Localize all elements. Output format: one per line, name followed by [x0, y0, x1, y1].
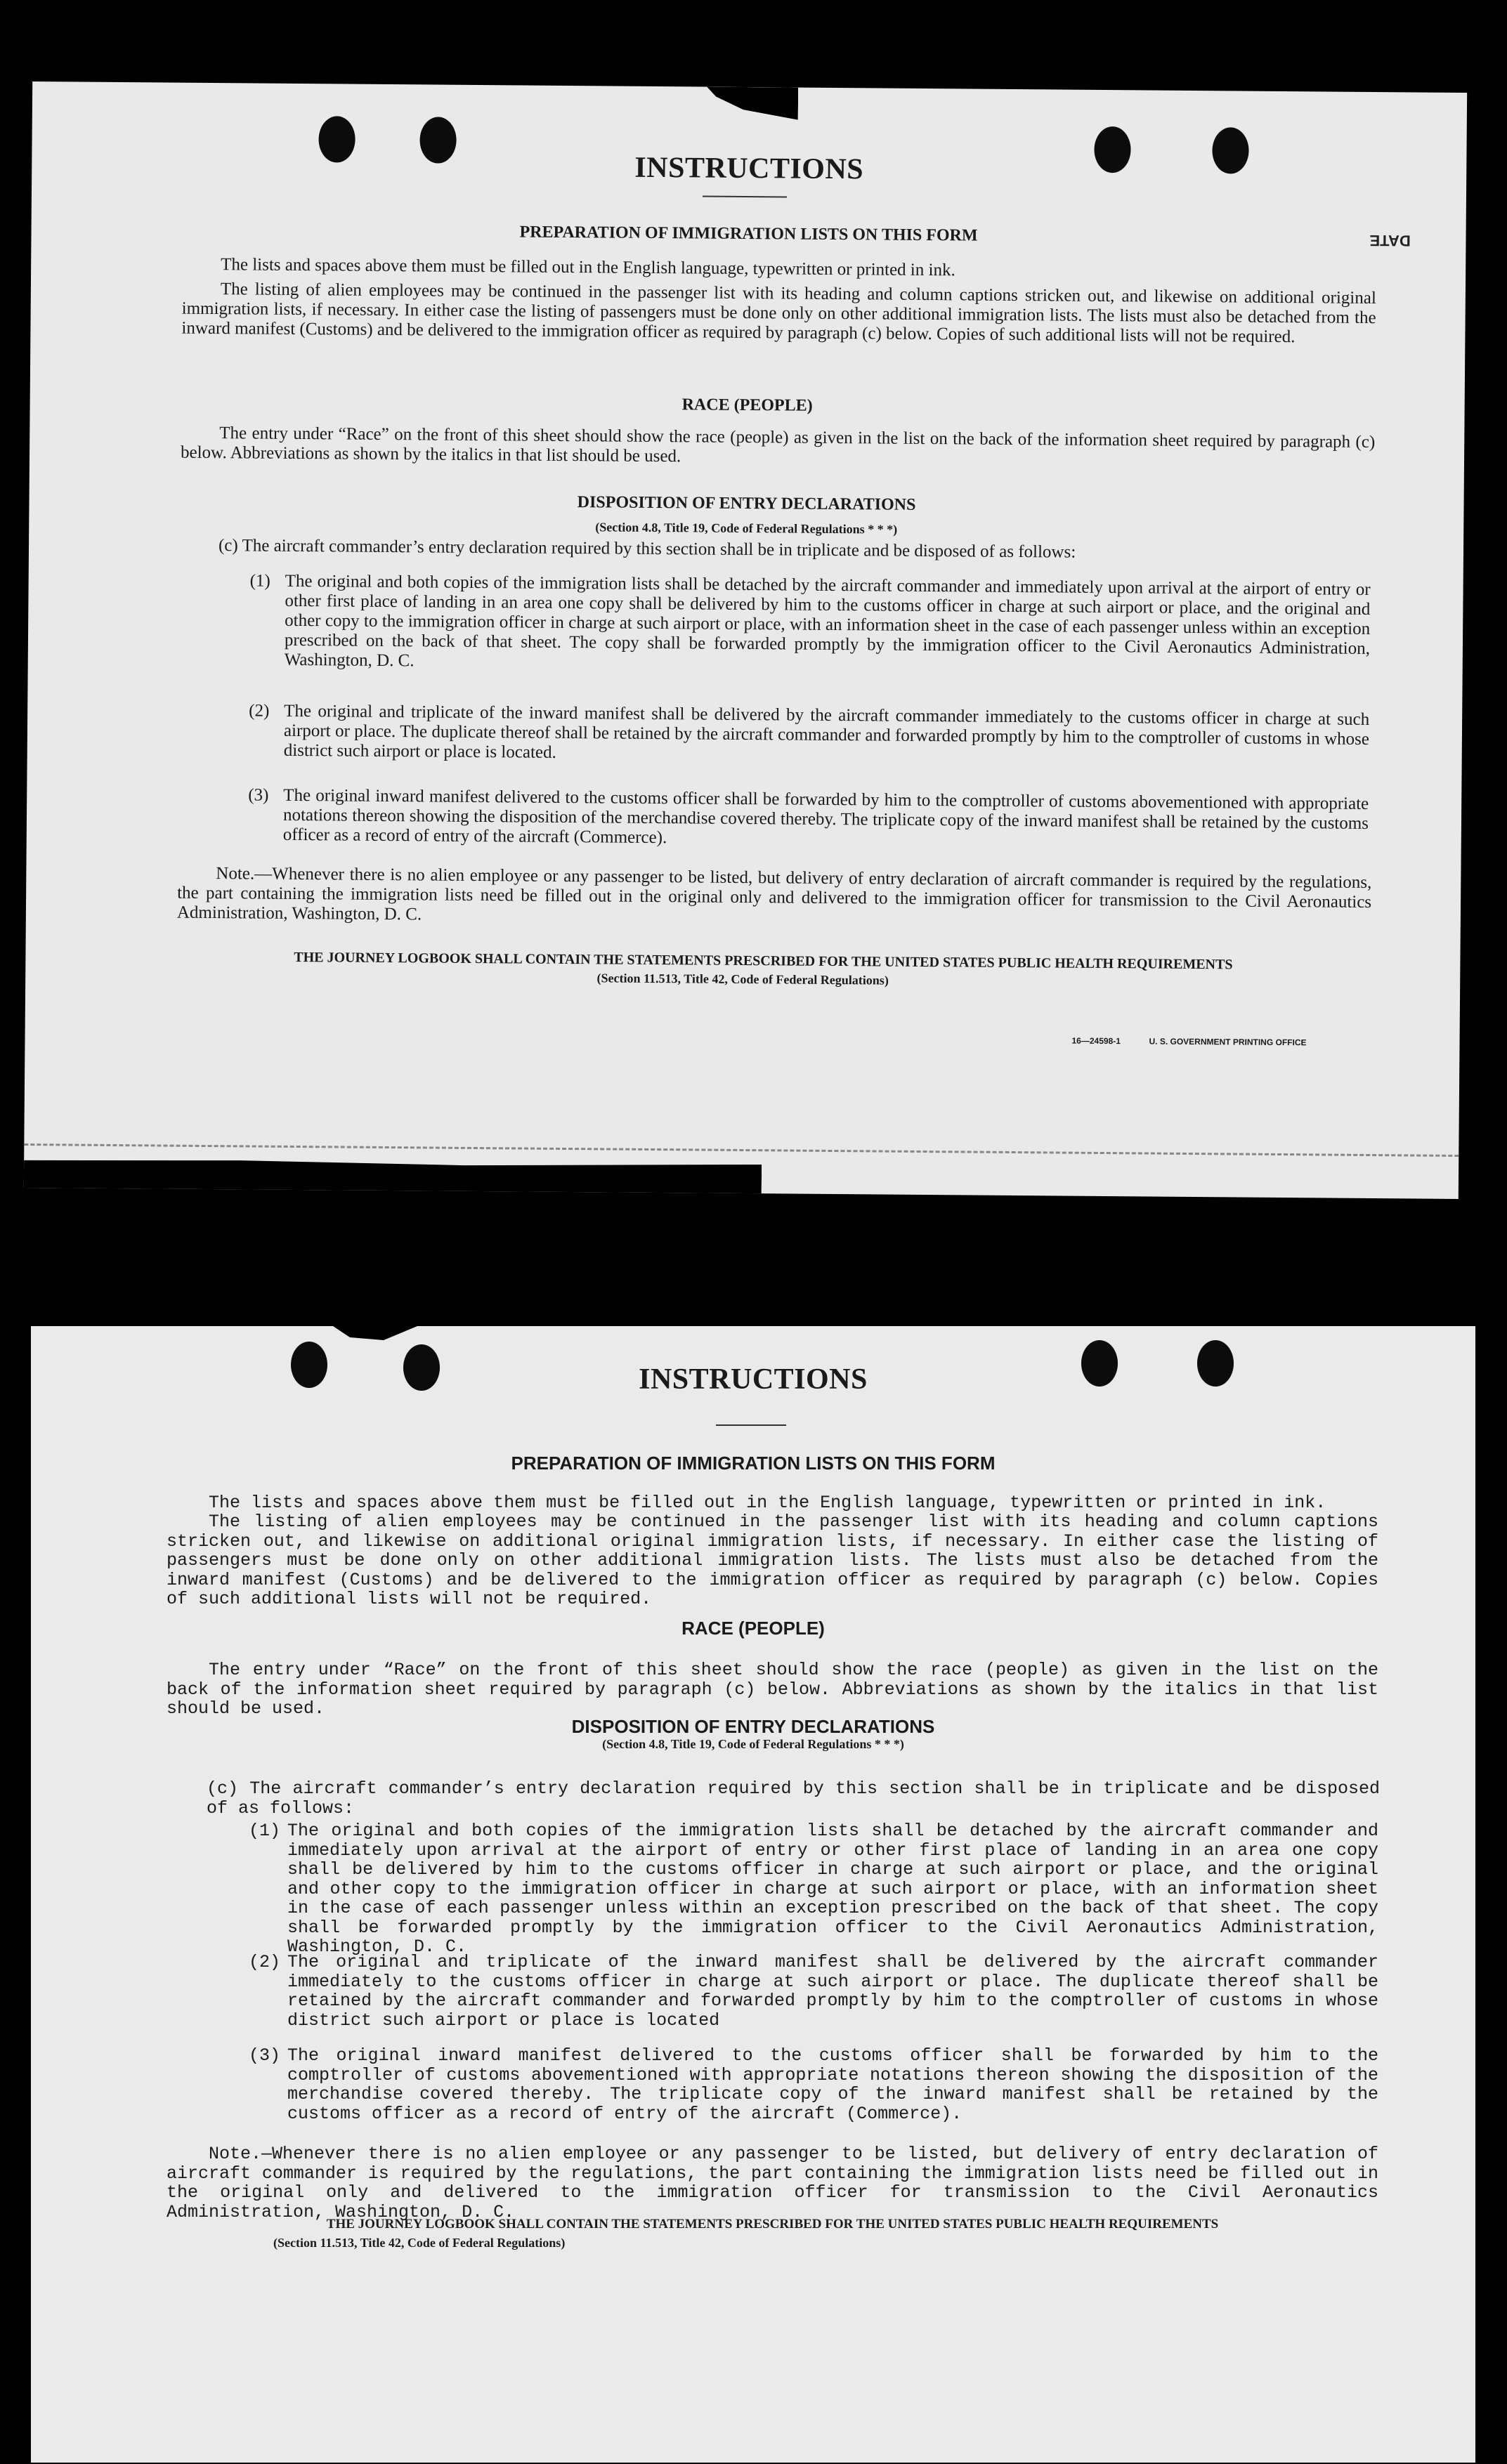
item-3-text: The original inward manifest delivered to the customs officer shall be forwarded by him to the comptroller of customs abovementioned with appropriate notations thereon showing the disposition of the merchandise covered thereby. The triplicate copy of the inward manifest shall be retained by the customs officer as a record of entry of the aircraft (Commerce).: [282, 785, 1369, 848]
paragraph-preparation-1: The lists and spaces above them must be filled out in the English language, typewritten or printed in ink.: [209, 1493, 1326, 1513]
item-number: (1): [249, 571, 270, 591]
torn-edge: [24, 1114, 762, 1197]
heading-race: RACE (PEOPLE): [681, 1618, 825, 1639]
paragraph-preparation-2: The listing of alien employees may be continued in the passenger list with its heading and column captions stricken out, and likewise on additional original immigration lists, if necessary. In either case the listing of passengers must be done only on other additional immigration lists. The lists must also be detached from the inward manifest (Customs) and be delivered to the immigration officer as required by paragraph (c) below. Copies of such additional lists will not be required.: [181, 280, 1376, 347]
title-underline: [703, 196, 787, 198]
logbook-statement: THE JOURNEY LOGBOOK SHALL CONTAIN THE STATEMENTS PRESCRIBED FOR THE UNITED STATES PUBLIC HEALTH REQUIREMENTS: [294, 949, 1233, 973]
item-number: (3): [248, 785, 269, 805]
heading-disposition: DISPOSITION OF ENTRY DECLARATIONS: [571, 1716, 935, 1737]
disposition-reference: (Section 4.8, Title 19, Code of Federal Regulations * * *): [595, 520, 898, 537]
title-underline: [716, 1424, 786, 1426]
perforation-line: [24, 1143, 1459, 1157]
item-number: (2): [249, 701, 270, 721]
item-2-text: The original and triplicate of the inward manifest shall be delivered by the aircraft commander immediately to the customs officer in charge at such airport or place. The duplicate thereof shall be retained by the aircraft commander and forwarded promptly by him to the comptroller of customs in whose district such airport or place is located: [287, 1952, 1378, 2031]
heading-disposition: DISPOSITION OF ENTRY DECLARATIONS: [577, 493, 916, 514]
heading-preparation: PREPARATION OF IMMIGRATION LISTS ON THIS FORM: [511, 1453, 996, 1474]
page-title: INSTRUCTIONS: [639, 1363, 868, 1396]
heading-preparation: PREPARATION OF IMMIGRATION LISTS ON THIS FORM: [519, 223, 978, 245]
print-office: U. S. GOVERNMENT PRINTING OFFICE: [1149, 1036, 1307, 1048]
logbook-statement: THE JOURNEY LOGBOOK SHALL CONTAIN THE STATEMENTS PRESCRIBED FOR THE UNITED STATES PUBLIC HEALTH REQUIREMENTS: [326, 2217, 1219, 2232]
item-number: (2): [249, 1952, 281, 1972]
paragraph-race: The entry under “Race” on the front of this sheet should show the race (people) as given in the list on the back of the information sheet required by paragraph (c) below. Abbreviations as shown by the italics in that list should be used.: [167, 1660, 1378, 1719]
item-3-text: The original inward manifest delivered to the customs officer shall be forwarded by him to the comptroller of customs abovementioned with appropriate notations thereon showing the disposition of the merchandise covered thereby. The triplicate copy of the inward manifest shall be retained by the customs officer as a record of entry of the aircraft (Commerce).: [287, 2045, 1378, 2124]
note-paragraph: Note.—Whenever there is no alien employee or any passenger to be listed, but delivery of entry declaration of aircraft commander is required by the regulations, the part containing the immigration lists need be filled out in the original only and delivered to the immigration officer for transmission to the Civil Aeronautics Administration, Washington, D. C.: [167, 2144, 1378, 2222]
torn-edge: [707, 87, 798, 120]
note-paragraph: Note.—Whenever there is no alien employee or any passenger to be listed, but delivery of entry declaration of aircraft commander is required by the regulations, the part containing the immigration lists need be filled out in the original only and delivered to the immigration officer for transmission to the Civil Aeronautics Administration, Washington, D. C.: [176, 864, 1372, 924]
paragraph-race: The entry under “Race” on the front of this sheet should show the race (people) as given in the list on the back of the information sheet required by paragraph (c) below. Abbreviations as shown by the italics in that list should be used.: [180, 424, 1376, 466]
item-2-text: The original and triplicate of the inward manifest shall be delivered by the aircraft commander immediately to the customs officer in charge at such airport or place. The duplicate thereof shall be retained by the aircraft commander and forwarded promptly by him to the comptroller of customs in whose district such airport or place is located.: [283, 701, 1370, 762]
heading-race: RACE (PEOPLE): [681, 395, 813, 415]
page-title: INSTRUCTIONS: [634, 151, 864, 186]
item-1-text: The original and both copies of the immigration lists shall be detached by the aircraft commander and immediately upon arrival at the airport of entry or other first place of landing in an area one copy shall be delivered by him to the customs officer in charge at such airport or place, and the original and other copy to the immigration officer in charge at such airport or place, with an information sheet in the case of each passenger unless within an exception prescribed on the back of that sheet. The copy shall be forwarded promptly by the immigration officer to the Civil Aeronautics Administration, Washington, D. C.: [284, 571, 1371, 671]
torn-edge: [333, 1326, 417, 1340]
paragraph-c: (c) The aircraft commander’s entry declaration required by this section shall be in triplicate and be disposed of as follows:: [207, 1778, 1380, 1818]
logbook-reference: (Section 11.513, Title 42, Code of Federal Regulations): [596, 971, 889, 988]
paragraph-preparation-1: The lists and spaces above them must be filled out in the English language, typewritten or printed in ink.: [221, 255, 955, 280]
item-number: (1): [249, 1821, 281, 1841]
stamp-text: DATE: [1369, 231, 1411, 250]
disposition-reference: (Section 4.8, Title 19, Code of Federal Regulations * * *): [602, 1737, 904, 1751]
paragraph-preparation-2: The listing of alien employees may be continued in the passenger list with its heading and column captions stricken out, and likewise on additional original immigration lists, if necessary. In either case the listing of passengers must be done only on other additional immigration lists. The lists must also be detached from the inward manifest (Customs) and be delivered to the immigration officer as required by paragraph (c) below. Copies of such additional lists will not be required.: [167, 1512, 1378, 1609]
item-1-text: The original and both copies of the immigration lists shall be detached by the aircraft commander and immediately upon arrival at the airport of entry or other first place of landing in an area one copy shall be delivered by him to the customs officer in charge at such airport or place, and the original and other copy to the immigration officer in charge at such airport or place, with an information sheet in the case of each passenger unless within an exception prescribed on the back of that sheet. The copy shall be forwarded promptly by the immigration officer to the Civil Aeronautics Administration, Washington, D. C.: [287, 1821, 1378, 1957]
bottom-instruction-sheet: [31, 1326, 1475, 2463]
item-number: (3): [249, 2045, 281, 2066]
logbook-reference: (Section 11.513, Title 42, Code of Federal Regulations): [273, 2236, 566, 2250]
top-instruction-sheet: [24, 81, 1467, 1199]
print-code: 16—24598-1: [1071, 1035, 1121, 1047]
paragraph-c: (c) The aircraft commander’s entry declaration required by this section shall be in triplicate and be disposed of as follows:: [218, 536, 1076, 562]
